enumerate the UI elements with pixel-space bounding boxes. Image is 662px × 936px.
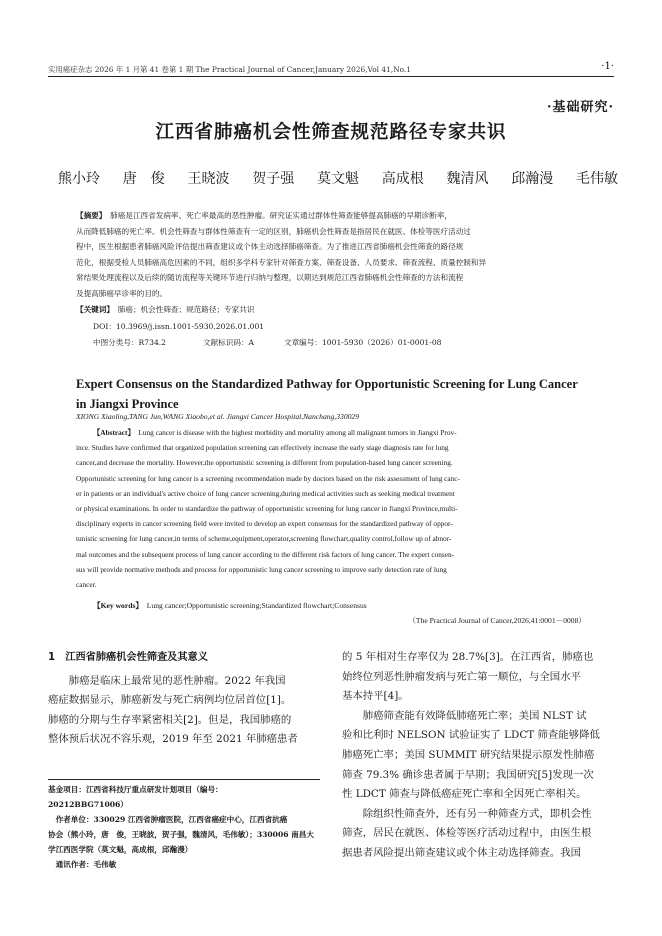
keywords-chinese: 【关键词】 肺癌；机会性筛查；规范路径；专家共识 (76, 304, 255, 314)
footnote-line: 基金项目：江西省科技厅重点研发计划项目（编号： (48, 785, 223, 794)
abstract-line: tunistic screening for lung cancer,in terms of scheme,equipment,operator,screening flowchart,quality control,follow up of abnor- (76, 534, 452, 544)
document-code: 文献标识码：A (203, 338, 255, 347)
abstract-line: or physical examinations. In order to standardize the pathway of opportunistic screening for lung cancer in Jiangxi Province,multi- (76, 503, 458, 513)
paragraph-line: 据患者风险提出筛查建议或个体主动选择筛查。我国 (342, 846, 581, 859)
page-number: ·1· (601, 61, 614, 72)
column-tag: ·基础研究· (546, 100, 614, 115)
section-heading: 1 江西省肺癌机会性筛查及其意义 (48, 652, 208, 663)
keywords-label: 【Key words】 (93, 601, 140, 610)
paragraph-line: 的 5 年相对生存率仅为 28.7%[3]。在江西省，肺癌也 (342, 651, 594, 663)
footnote-line: 20212BBG71006） (48, 800, 128, 809)
abstract-label: 【摘要】 (76, 211, 103, 220)
title-english: Expert Consensus on the Standardized Pathway for Opportunistic Screening for Lung Cancer in Jiangxi Province (76, 377, 578, 411)
author-name: 贺子强 (252, 171, 295, 187)
paragraph-line: 筛查，居民在就医、体检等医疗活动过程中，由医生根 (342, 827, 592, 840)
abstract-label: 【Abstract】 (93, 428, 132, 437)
author-name: 魏清风 (446, 171, 489, 187)
body-left-column (48, 648, 320, 750)
abstract-line: Opportunistic screening for lung cancer is a screening recommendation made by doctors based on the risk assessment of lung canc- (76, 473, 460, 483)
body-right-column (342, 648, 614, 864)
author-name: 邱瀚漫 (511, 171, 554, 187)
paragraph-line: 肺癌是临床上最常见的恶性肿瘤。2022 年我国 (48, 674, 286, 687)
paragraph-line: 始终位列恶性肿瘤发病与死亡第一顺位，与全国水平 (342, 670, 581, 683)
abstract-line: 【Abstract】 Lung cancer is disease with the highest morbidity and mortality among all malignant tumors in Jiangxi Prov- (76, 425, 588, 440)
abstract-chinese (76, 208, 586, 317)
abstract-line: mal outcomes and the subsequent process of lung cancer according to the different risk factors of lung cancer. The expert consen- (76, 549, 455, 559)
paragraph-line: 验和比利时 NELSON 试验证实了 LDCT 筛查能够降低 (342, 729, 600, 742)
keywords-english: 【Key words】 Lung cancer;Opportunistic screening;Standardized flowchart;Consensus (93, 601, 367, 610)
paragraph-line: 基本持平[4]。 (342, 690, 409, 703)
footnote-line: 作者单位：330029 江西省肿瘤医院，江西省癌症中心，江西省抗癌 (48, 815, 288, 824)
doi: DOI：10.3969/j.issn.1001-5930.2026.01.001 (93, 322, 265, 331)
author-name: 熊小玲 (58, 171, 100, 187)
abstract-line: ince. Studies have confirmed that organized population screening can effectively increase the early stage diagnosis rate for lung (76, 443, 449, 453)
citation: （The Practical Journal of Cancer,2026,41:0001－0008） (408, 616, 586, 625)
abstract-line: 从而降低肺癌的死亡率。机会性筛查与群体性筛查有一定的区别，肺癌机会性筛查是指居民在就医、体检等医疗活动过 (76, 226, 471, 236)
footnote-line: 通讯作者：毛伟敏 (48, 860, 117, 869)
running-header: 实用癌症杂志 2026 年 1 月第 41 卷第 1 期 The Practical Journal of Cancer,January 2026,Vol 41,No.1 (48, 65, 411, 74)
author-list (58, 168, 618, 188)
paragraph-line: 肺癌筛查能有效降低肺癌死亡率；美国 NLST 试 (342, 709, 587, 722)
funding-footnote (48, 782, 320, 872)
author-name: 毛伟敏 (576, 171, 618, 187)
authors-english: XIONG Xiaoling,TANG Jun,WANG Xiaobo,et al. Jiangxi Cancer Hospital,Nanchang,330029 (76, 412, 360, 421)
keywords-label: 【关键词】 (76, 304, 111, 314)
clc-number: 中图分类号：R734.2 (93, 338, 167, 347)
paragraph-line: 肺癌的分期与生存率紧密相关[2]。但是，我国肺癌的 (48, 713, 292, 726)
abstract-line: 【摘要】 肺癌是江西省发病率、死亡率最高的恶性肿瘤。研究证实通过群体性筛查能够提高肺癌的早期诊断率， (76, 211, 452, 220)
abstract-line: 范化，根据受检人员肺癌高危因素的不同，组织多学科专家针对筛查方案、筛查设备、人员要求、筛查流程、质量控制和异 (76, 257, 487, 267)
abstract-line: er in patients or an individual's active choice of lung cancer screening,during medical activities such as seeking medical treatment (76, 488, 455, 498)
title-chinese: 江西省肺癌机会性筛查规范路径专家共识 (155, 122, 507, 143)
paragraph-line: 除组织性筛查外，还有另一种筛查方式，即机会性 (342, 807, 592, 820)
author-name: 唐 俊 (122, 171, 165, 187)
abstract-line: 程中，医生根据患者肺癌风险评估提出筛查建议或个体主动选择肺癌筛查。为了推进江西省肺癌机会性筛查的路径规 (76, 242, 464, 252)
footnote-divider (48, 779, 320, 780)
paragraph-line: 性 LDCT 筛查与降低癌症死亡率和全因死亡率相关。 (342, 788, 587, 801)
author-name: 王晓波 (187, 171, 230, 187)
abstract-line: sus will provide normative methods and process for opportunistic lung cancer screening to improve early detection rate of lung (76, 564, 447, 574)
paragraph-line: 肺癌死亡率；美国 SUMMIT 研究结果提示原发性肺癌 (342, 748, 595, 761)
paragraph-line: 癌症数据显示，肺癌新发与死亡病例均位居首位[1]。 (48, 694, 292, 707)
abstract-line: disciplinary experts in cancer screening field were invited to develop an expert consensus for the standardized pathway of oppor- (76, 519, 453, 529)
abstract-line: 及提高肺癌早诊率的目的。 (76, 288, 168, 298)
abstract-line: cancer,and decrease the mortality. However,the opportunistic screening is different from population-based lung cancer screening. (76, 458, 453, 468)
footnote-line: 协会（熊小玲，唐 俊，王晓波，贺子强，魏清风，毛伟敏）；330006 南昌大 (48, 830, 314, 839)
paragraph-line: 筛查 79.3% 确诊患者属于早期；我国研究[5]发现一次 (342, 768, 594, 781)
paragraph-line: 整体预后状况不容乐观，2019 年至 2021 年肺癌患者 (48, 733, 298, 746)
abstract-line: cancer. (76, 579, 97, 589)
footnote-line: 学江西医学院（莫文魁，高成根，邱瀚漫） (48, 845, 193, 854)
author-name: 高成根 (381, 171, 424, 187)
abstract-english (76, 425, 588, 592)
author-name: 莫文魁 (317, 171, 359, 187)
article-number: 文章编号：1001-5930（2026）01-0001-08 (284, 338, 442, 347)
abstract-line: 常结果处理流程以及后续的随访流程等关键环节进行归纳与整理，以期达到规范江西省肺癌机会性筛查的方法和流程 (76, 273, 464, 283)
header-divider (48, 76, 614, 77)
